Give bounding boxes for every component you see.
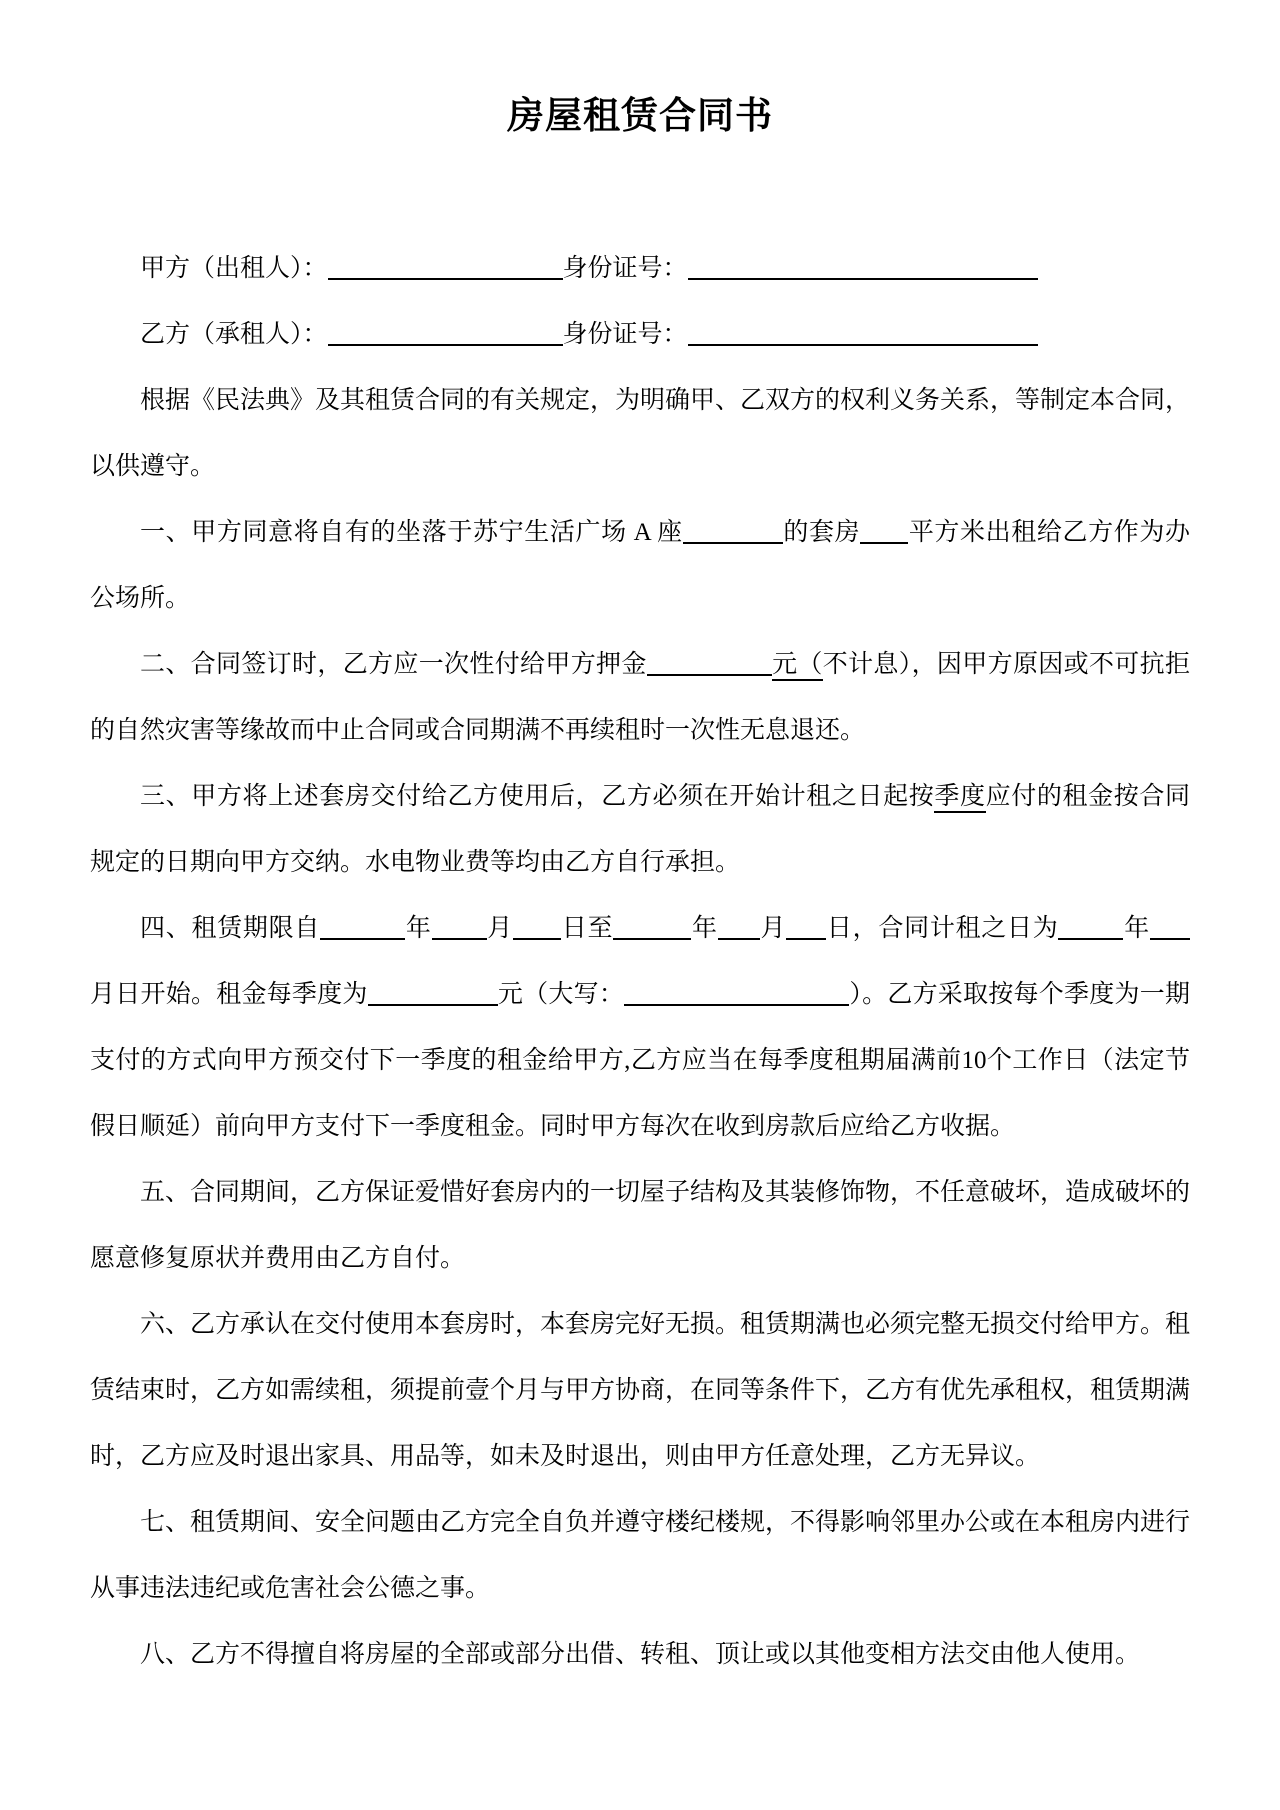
text-segment: 年 (691, 915, 718, 942)
text-segment: 四、租赁期限自 (140, 915, 321, 942)
text-segment: 三、甲方将上述套房交付给乙方使用后，乙方必须在开始计租之日起按 (140, 783, 935, 810)
text-segment: 季度 (934, 783, 985, 813)
text-segment: 月 (486, 915, 514, 942)
clause-3 (90, 764, 1190, 896)
blank-field (1058, 924, 1123, 940)
clause-2 (90, 632, 1190, 764)
blank-field (320, 924, 405, 940)
text-segment: 乙方（承租人）： (140, 321, 328, 348)
blank-field (786, 924, 826, 940)
text-segment: 七、租赁期间、安全问题由乙方完全自负并遵守楼纪楼规，不得影响邻里办公或在本租房内进行从事违法违纪或危害社会公德之事。 (90, 1509, 1191, 1602)
text-segment: 年 (405, 915, 432, 942)
text-segment: 六、乙方承认在交付使用本套房时，本套房完好无损。租赁期满也必须完整无损交付给甲方。租赁结束时，乙方如需续租，须提前壹个月与甲方协商，在同等条件下，乙方有优先承租权，租赁期满时，乙方应及时退出家具、用品等，如未及时退出，则由甲方任意处理，乙方无异议。 (90, 1311, 1191, 1470)
text-segment: 元（大写： (497, 981, 625, 1008)
text-segment: 年 (1123, 915, 1150, 942)
text-segment: 月 (759, 915, 787, 942)
blank-field (1150, 924, 1190, 940)
text-segment: 平方米出租给乙方作为办公场所。 (90, 519, 1190, 612)
text-segment: 身份证号： (562, 255, 688, 282)
contract-body (90, 236, 1190, 1688)
clause-7 (90, 1490, 1190, 1622)
blank-field (647, 660, 772, 676)
blank-field (328, 330, 563, 346)
party-line-lessor (90, 236, 1190, 302)
blank-field (688, 264, 1038, 280)
text-segment: 甲方（出租人）： (140, 255, 328, 282)
text-segment: 八、乙方不得擅自将房屋的全部或部分出借、转租、顶让或以其他变相方法交由他人使用。 (140, 1641, 1141, 1668)
text-segment: 根据《民法典》及其租赁合同的有关规定，为明确甲、乙双方的权利义务关系，等制定本合同，以供遵守。 (90, 387, 1191, 480)
clause-1 (90, 500, 1190, 632)
blank-field (860, 528, 908, 544)
party-line-lessee (90, 302, 1190, 368)
clause-8 (90, 1622, 1190, 1688)
clause-5 (90, 1160, 1190, 1292)
clause-4 (90, 896, 1190, 1160)
blank-field (624, 990, 849, 1006)
clause-6 (90, 1292, 1190, 1490)
blank-field (613, 924, 691, 940)
blank-field (688, 330, 1038, 346)
text-segment: 日至 (561, 915, 614, 942)
blank-field (328, 264, 563, 280)
text-segment: 五、合同期间，乙方保证爱惜好套房内的一切屋子结构及其装修饰物，不任意破坏，造成破坏的愿意修复原状并费用由乙方自付。 (90, 1179, 1191, 1272)
text-segment: 身份证号： (562, 321, 688, 348)
document-title: 房屋租赁合同书 (507, 96, 773, 137)
text-segment: 的套房 (782, 519, 861, 546)
text-segment: 日，合同计租之日为 (826, 915, 1059, 942)
blank-field (432, 924, 487, 940)
text-segment: 不计息），因甲方原因或不可抗拒的自然灾害等缘故而中止合同或合同期满不再续租时一次性无息退还。 (90, 651, 1190, 744)
blank-field (513, 924, 561, 940)
text-segment: 月日开始。租金每季度为 (90, 981, 368, 1008)
text-segment: 元（ (772, 651, 823, 681)
text-segment: 一、甲方同意将自有的坐落于苏宁生活广场 A 座 (140, 519, 683, 546)
text-segment: 应付的租金按合同规定的日期向甲方交纳。水电物业费等均由乙方自行承担。 (90, 783, 1190, 876)
text-segment: 二、合同签订时，乙方应一次性付给甲方押金 (140, 651, 647, 678)
text-segment: ）。乙方采取按每个季度为一期支付的方式向甲方预交付下一季度的租金给甲方,乙方应当在每季度租期届满前10个工作日（法定节假日顺延）前向甲方支付下一季度租金。同时甲方每次在收到房款后应给乙方收据。 (90, 981, 1190, 1140)
blank-field (683, 528, 783, 544)
blank-field (368, 990, 498, 1006)
preamble (90, 368, 1190, 500)
blank-field (718, 924, 760, 940)
